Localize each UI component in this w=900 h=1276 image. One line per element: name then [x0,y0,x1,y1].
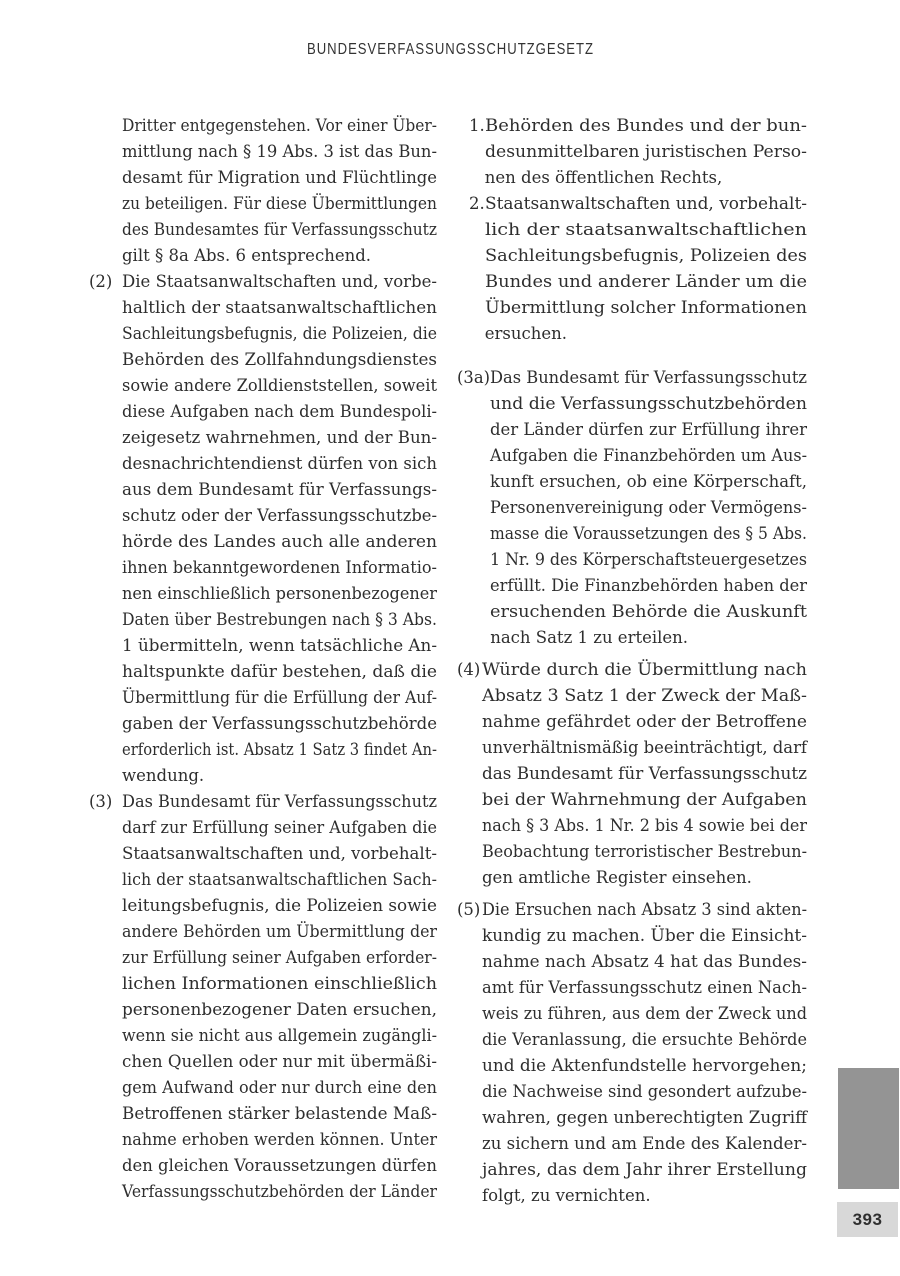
paragraph [457,365,807,651]
paragraph-text [485,191,807,347]
text-line-content: gaben der Verfassungsschutzbehörde [122,714,437,733]
text-line [122,503,437,529]
paragraph-text [122,269,437,789]
paragraph [89,113,437,269]
text-line-content: des Bundesamtes für Verfassungsschutz [122,220,437,239]
text-line-content: hörde des Landes auch alle anderen [122,532,437,551]
text-line [490,365,807,391]
text-line-content: nahme nach Absatz 4 hat das Bundes- [482,952,807,971]
list-number [457,191,485,217]
text-line-content: die Veranlassung, die ersuchte Behörde [482,1030,807,1049]
text-line [122,607,437,633]
text-line [482,761,807,787]
text-line [122,1101,437,1127]
text-line-content: haltlich der staatsanwaltschaftlichen [122,298,437,317]
text-line-content: 1 Nr. 9 des Körperschaftsteuergesetzes [490,550,808,569]
text-line-content: Daten über Bestrebungen nach § 3 Abs. [122,610,437,629]
text-line [122,165,437,191]
text-line [482,949,807,975]
text-line-content: wenn sie nicht aus allgemein zugängli- [122,1026,437,1045]
text-line [122,139,437,165]
text-line-content: amt für Verfassungsschutz einen Nach- [482,978,807,997]
text-line-content: diese Aufgaben nach dem Bundespoli- [122,402,437,421]
paragraph-marker [457,365,490,391]
marker-text: (3a) [457,368,490,387]
text-line [482,709,807,735]
text-line [122,529,437,555]
text-line [122,373,437,399]
text-line [482,683,807,709]
text-line [122,477,437,503]
text-line [482,865,807,891]
text-line [122,217,437,243]
text-line-content: personenbezogener Daten ersuchen, [122,1000,437,1019]
paragraph-text [485,113,807,191]
list-item [457,191,807,347]
text-line [485,269,807,295]
text-line-content: wahren, gegen unberechtigten Zugriff [482,1108,807,1127]
text-line [122,269,437,295]
text-line-content: erfüllt. Die Finanzbehörden haben der [490,576,808,595]
text-line-content: folgt, zu vernichten. [482,1186,651,1205]
text-line [122,555,437,581]
text-line [490,573,807,599]
text-line [122,1179,437,1205]
text-line-content: Übermittlung solcher Informationen [484,298,807,317]
text-line-content: lich der staatsanwaltschaftlichen Sach- [122,870,437,889]
page-number-box [837,1202,898,1237]
text-line [482,657,807,683]
text-line [122,243,437,269]
text-line-content: das Bundesamt für Verfassungsschutz [482,764,807,783]
paragraph-marker [89,789,122,815]
text-line-content: leitungsbefugnis, die Polizeien sowie [122,896,437,915]
paragraph-text [490,365,807,651]
marker-text: 1. [469,116,485,135]
text-line [490,547,807,573]
text-line-content: haltspunkte dafür bestehen, daß die [122,662,437,681]
text-line-content: jahres, das dem Jahr ihrer Erstellung [482,1160,807,1179]
text-line-content: die Nachweise sind gesondert aufzube- [482,1082,807,1101]
text-line-content: zu sichern und am Ende des Kalender- [482,1134,807,1153]
paragraph-text [482,897,807,1209]
text-line-content: Sachleitungsbefugnis, die Polizeien, die [122,324,437,343]
text-line [485,191,807,217]
text-line-content: bei der Wahrnehmung der Aufgaben [482,790,807,809]
paragraph [89,789,437,1205]
text-line-content: Bundes und anderer Länder um die [484,272,807,291]
text-line-content: nen des öffentlichen Rechts, [484,168,723,187]
text-line-content: ersuchenden Behörde die Auskunft [490,602,808,621]
paragraph-marker [457,657,482,683]
text-line-content: desunmittelbaren juristischen Perso- [484,142,807,161]
text-line [122,685,437,711]
paragraph-text [482,657,807,891]
text-line [122,191,437,217]
text-line-content: Dritter entgegenstehen. Vor einer Über- [122,116,437,135]
page-number: 393 [852,1209,883,1229]
left-text-column [89,113,437,1205]
text-line [482,735,807,761]
text-line [490,495,807,521]
text-line-content: Sachleitungsbefugnis, Polizeien des [484,246,807,265]
text-line-content: mittlung nach § 19 Abs. 3 ist das Bun- [122,142,437,161]
paragraph [457,897,807,1209]
text-line-content: nahme erhoben werden können. Unter [122,1130,437,1149]
marker-text: 2. [469,194,485,213]
text-line [122,815,437,841]
text-line [122,737,437,763]
text-line [482,787,807,813]
text-line [122,451,437,477]
text-line-content: nach Satz 1 zu erteilen. [490,628,689,647]
text-line-content: zu beteiligen. Für diese Übermittlungen [122,194,437,213]
text-line-content: wendung. [122,766,205,785]
text-line-content: Staatsanwaltschaften und, vorbehalt- [484,194,807,213]
text-line-content: Die Ersuchen nach Absatz 3 sind akten- [482,900,807,919]
text-line [485,165,807,191]
text-line-content: lichen Informationen einschließlich [122,974,438,993]
text-line [122,945,437,971]
text-line-content: nahme gefährdet oder der Betroffene [482,712,807,731]
text-line-content: ihnen bekanntgewordenen Informatio- [122,558,437,577]
text-line [122,1075,437,1101]
thumb-index-tab [838,1068,899,1189]
text-line [490,391,807,417]
text-line-content: Absatz 3 Satz 1 der Zweck der Maß- [482,686,807,705]
text-line [490,599,807,625]
text-line [122,919,437,945]
right-text-column [457,113,807,1209]
text-line-content: Übermittlung für die Erfüllung der Auf- [122,688,437,707]
text-line-content: Verfassungsschutzbehörden der Länder [122,1182,437,1201]
text-line [122,1023,437,1049]
paragraph-marker [89,269,122,295]
text-line-content: Behörden des Bundes und der bun- [484,116,807,135]
text-line [490,469,807,495]
text-line-content: Behörden des Zollfahndungsdienstes [122,350,437,369]
text-line [122,971,437,997]
text-line-content: zeigesetz wahrnehmen, und der Bun- [122,428,437,447]
text-line-content: Die Staatsanwaltschaften und, vorbe- [122,272,437,291]
text-line [490,417,807,443]
text-line-content: und die Aktenfundstelle hervorgehen; [482,1056,807,1075]
paragraph-text [122,789,437,1205]
text-line [482,1105,807,1131]
text-line [122,1049,437,1075]
text-line-content: nach § 3 Abs. 1 Nr. 2 bis 4 sowie bei der [482,816,807,835]
text-line [482,1001,807,1027]
text-line [490,443,807,469]
text-line-content: unverhältnismäßig beeinträchtigt, darf [482,738,807,757]
running-header [0,38,900,60]
running-header-row [307,38,594,60]
text-line [122,113,437,139]
text-line [490,521,807,547]
text-line-content: nen einschließlich personenbezogener [122,584,437,603]
paragraph [457,657,807,891]
text-line [482,923,807,949]
text-line [122,867,437,893]
text-line [482,813,807,839]
list-item [457,113,807,191]
text-line-content: chen Quellen oder nur mit übermäßi- [122,1052,437,1071]
text-line [485,321,807,347]
list-number [457,113,485,139]
text-line [482,1027,807,1053]
marker-text: (5) [457,900,481,919]
text-line [122,1127,437,1153]
text-line-content: den gleichen Voraussetzungen dürfen [122,1156,437,1175]
text-line-content: Personenvereinigung oder Vermögens- [490,498,808,517]
text-line [482,897,807,923]
text-line [122,893,437,919]
text-line-content: andere Behörden um Übermittlung der [122,922,437,941]
marker-text: (3) [89,792,113,811]
text-line-content: desamt für Migration und Flüchtlinge [122,168,437,187]
text-line-content: Aufgaben die Finanzbehörden um Aus- [490,446,808,465]
text-line [490,625,807,651]
text-line-content: sowie andere Zolldienststellen, soweit [122,376,437,395]
text-line [122,425,437,451]
text-line [482,1053,807,1079]
text-line-content: weis zu führen, aus dem der Zweck und [482,1004,807,1023]
text-line [122,711,437,737]
paragraph-marker [457,897,482,923]
text-line-content: schutz oder der Verfassungsschutzbe- [122,506,437,525]
text-line-content: Das Bundesamt für Verfassungsschutz [122,792,437,811]
text-line [122,841,437,867]
text-line [122,789,437,815]
text-line [482,1131,807,1157]
text-line-content: Beobachtung terroristischer Bestrebun- [482,842,807,861]
text-line-content: ersuchen. [484,324,568,343]
text-line [122,347,437,373]
text-line [122,997,437,1023]
text-line-content: lich der staatsanwaltschaftlichen [484,220,807,239]
text-line-content: kundig zu machen. Über die Einsicht- [482,926,807,945]
text-line [485,139,807,165]
text-line [122,633,437,659]
text-line-content: gilt § 8a Abs. 6 entsprechend. [122,246,372,265]
text-line-content: kunft ersuchen, ob eine Körperschaft, [490,472,808,491]
text-line [122,399,437,425]
text-line [485,217,807,243]
text-line [122,581,437,607]
text-line [482,1157,807,1183]
paragraph-text [122,113,437,269]
text-line-content: gen amtliche Register einsehen. [482,868,752,887]
text-line [482,839,807,865]
text-line [122,659,437,685]
text-line [482,975,807,1001]
marker-text: (4) [457,660,481,679]
text-line-content: Betroffenen stärker belastende Maß- [122,1104,438,1123]
text-line [485,295,807,321]
text-line [485,113,807,139]
text-line [482,1079,807,1105]
text-line [482,1183,807,1209]
text-line-content: Würde durch die Übermittlung nach [482,660,807,679]
text-line-content: der Länder dürfen zur Erfüllung ihrer [490,420,808,439]
text-line-content: und die Verfassungsschutzbehörden [490,394,808,413]
text-line-content: zur Erfüllung seiner Aufgaben erforder- [122,948,437,967]
text-line-content: Staatsanwaltschaften und, vorbehalt- [122,844,437,863]
paragraph-marker [89,113,122,139]
text-line [122,321,437,347]
text-line-content: 1 übermitteln, wenn tatsächliche An- [122,636,437,655]
text-line-content: darf zur Erfüllung seiner Aufgaben die [122,818,437,837]
text-line-content: aus dem Bundesamt für Verfassungs- [122,480,437,499]
text-line-content: erforderlich ist. Absatz 1 Satz 3 findet An- [122,740,437,759]
marker-text: (2) [89,272,113,291]
text-line [485,243,807,269]
text-line [122,763,437,789]
text-line-content: Das Bundesamt für Verfassungsschutz [490,368,808,387]
text-line-content: gem Aufwand oder nur durch eine den [122,1078,437,1097]
text-line-content: masse die Voraussetzungen des § 5 Abs. [490,524,808,543]
page-title: BUNDESVERFASSUNGSSCHUTZGESETZ [306,41,594,58]
text-line [122,295,437,321]
text-line [122,1153,437,1179]
text-line-content: desnachrichtendienst dürfen von sich [122,454,437,473]
paragraph [89,269,437,789]
